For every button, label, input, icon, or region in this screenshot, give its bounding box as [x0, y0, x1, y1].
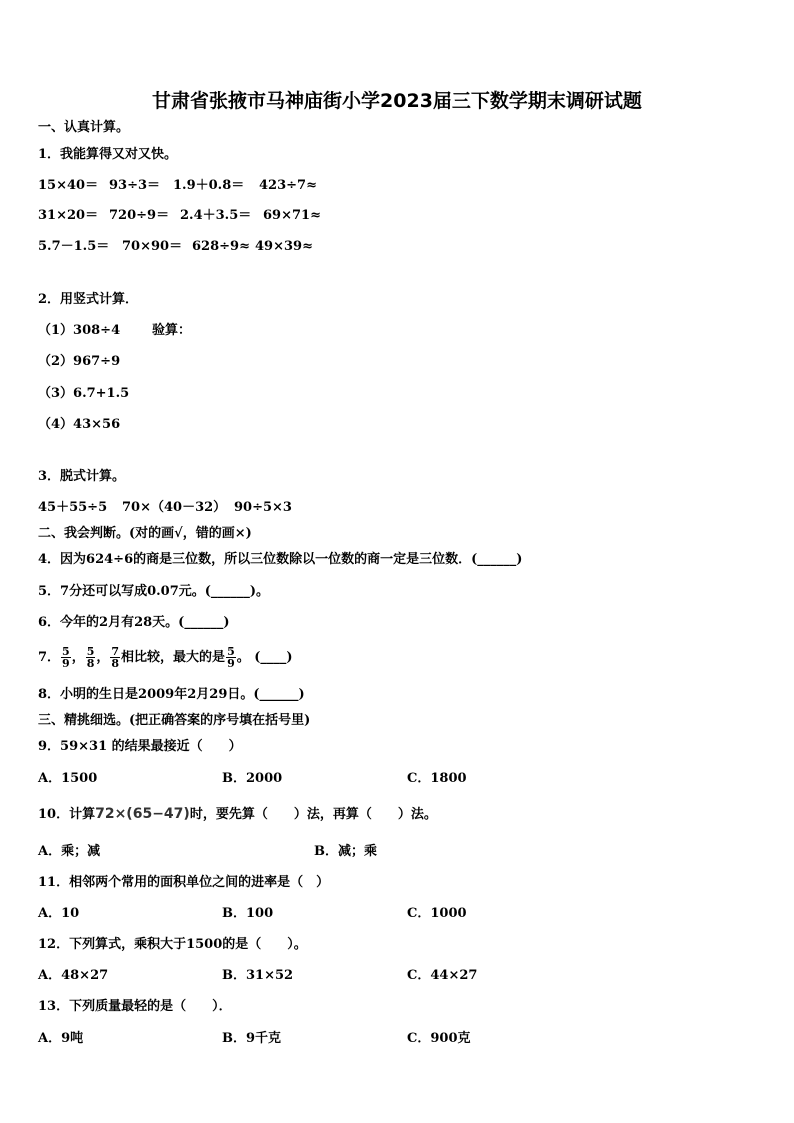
section-3-heading: 三、精挑细选。(把正确答案的序号填在括号里) — [38, 713, 311, 728]
question-2-item-2: （2）967÷9 — [38, 354, 121, 369]
fraction: $\frac{5}{9}$ — [62, 645, 70, 670]
question-11-label: 11．相邻两个常用的面积单位之间的进率是（ ） — [38, 875, 330, 890]
fraction: $\frac{5}{9}$ — [227, 645, 235, 670]
calc-row-1 — [38, 178, 317, 194]
calc-item: 93÷3＝ — [109, 178, 161, 193]
option-c: C．900克 — [407, 1031, 471, 1046]
expr-item: 45＋55÷5 — [38, 500, 108, 515]
calc-item: 2.4＋3.5＝ — [180, 208, 252, 223]
calc-row-2 — [38, 208, 321, 224]
option-b: B．100 — [222, 906, 274, 921]
option-b: B．减；乘 — [314, 844, 377, 859]
question-2-item-4: （4）43×56 — [38, 417, 121, 432]
calc-item: 423÷7≈ — [259, 178, 317, 193]
option-a: A．48×27 — [38, 968, 109, 983]
calc-item: 628÷9≈ — [192, 239, 250, 254]
question-8: 8．小明的生日是2009年2月29日。(______) — [38, 687, 305, 702]
question-5: 5．7分还可以写成0.07元。(______)。 — [38, 584, 270, 599]
calc-item: 70×90＝ — [122, 239, 183, 254]
expr-item: 70×（40－32） — [122, 500, 227, 515]
section-1-heading: 一、认真计算。 — [38, 120, 130, 135]
calc-item: 5.7－1.5＝ — [38, 239, 110, 254]
option-c: C．44×27 — [407, 968, 478, 983]
question-1-label: 1．我能算得又对又快。 — [38, 147, 178, 162]
section-2-heading: 二、我会判断。(对的画√，错的画×) — [38, 526, 252, 541]
option-a: A．9吨 — [38, 1031, 84, 1046]
question-6: 6．今年的2月有28天。(______) — [38, 615, 230, 630]
math-expression: 72×(65−47) — [95, 806, 190, 822]
question-2-label: 2．用竖式计算． — [38, 292, 139, 307]
option-a: A．10 — [38, 906, 80, 921]
calc-item: 49×39≈ — [255, 239, 313, 254]
calc-item: 31×20＝ — [38, 208, 99, 223]
calc-item: 1.9＋0.8＝ — [173, 178, 245, 193]
fraction: $\frac{5}{8}$ — [86, 645, 95, 670]
question-7: 7． $\frac{5}{9}$ ， $\frac{5}{8}$ ， $\frac{7}{8}$ 相比较，最大的是 $\frac{5}{9}$ 。 (____) — [38, 645, 293, 670]
option-c: C．1000 — [407, 906, 467, 921]
question-3-items — [38, 500, 292, 516]
calc-item: 15×40＝ — [38, 178, 99, 193]
question-4: 4．因为624÷6的商是三位数，所以三位数除以一位数的商一定是三位数．(______) — [38, 552, 523, 567]
option-b: B．2000 — [222, 771, 283, 786]
check-label: 验算： — [152, 323, 192, 338]
expr-item: 90÷5×3 — [234, 500, 292, 515]
option-b: B．31×52 — [222, 968, 294, 983]
calc-item: 69×71≈ — [263, 208, 321, 223]
calc-row-3 — [38, 239, 313, 255]
option-a: A．乘；减 — [38, 844, 101, 859]
option-a: A．1500 — [38, 771, 98, 786]
option-b: B．9千克 — [222, 1031, 282, 1046]
question-10-label: 10．计算72×(65−47)时，要先算（ ）法，再算（ ）法。 — [38, 806, 437, 822]
option-c: C．1800 — [407, 771, 467, 786]
calc-item: 720÷9＝ — [109, 208, 170, 223]
question-3-label: 3．脱式计算。 — [38, 469, 126, 484]
question-2-item-3: （3）6.7+1.5 — [38, 386, 130, 401]
fraction: $\frac{7}{8}$ — [111, 645, 120, 670]
question-2-item-1: （1）308÷4 验算： — [38, 323, 192, 338]
question-9-label: 9．59×31 的结果最接近（ ） — [38, 739, 242, 754]
question-12-label: 12．下列算式，乘积大于1500的是（ ）。 — [38, 937, 307, 952]
page-title: 甘肃省张掖市马神庙街小学2023届三下数学期末调研试题 — [152, 90, 642, 112]
question-13-label: 13．下列质量最轻的是（ ）． — [38, 999, 232, 1014]
